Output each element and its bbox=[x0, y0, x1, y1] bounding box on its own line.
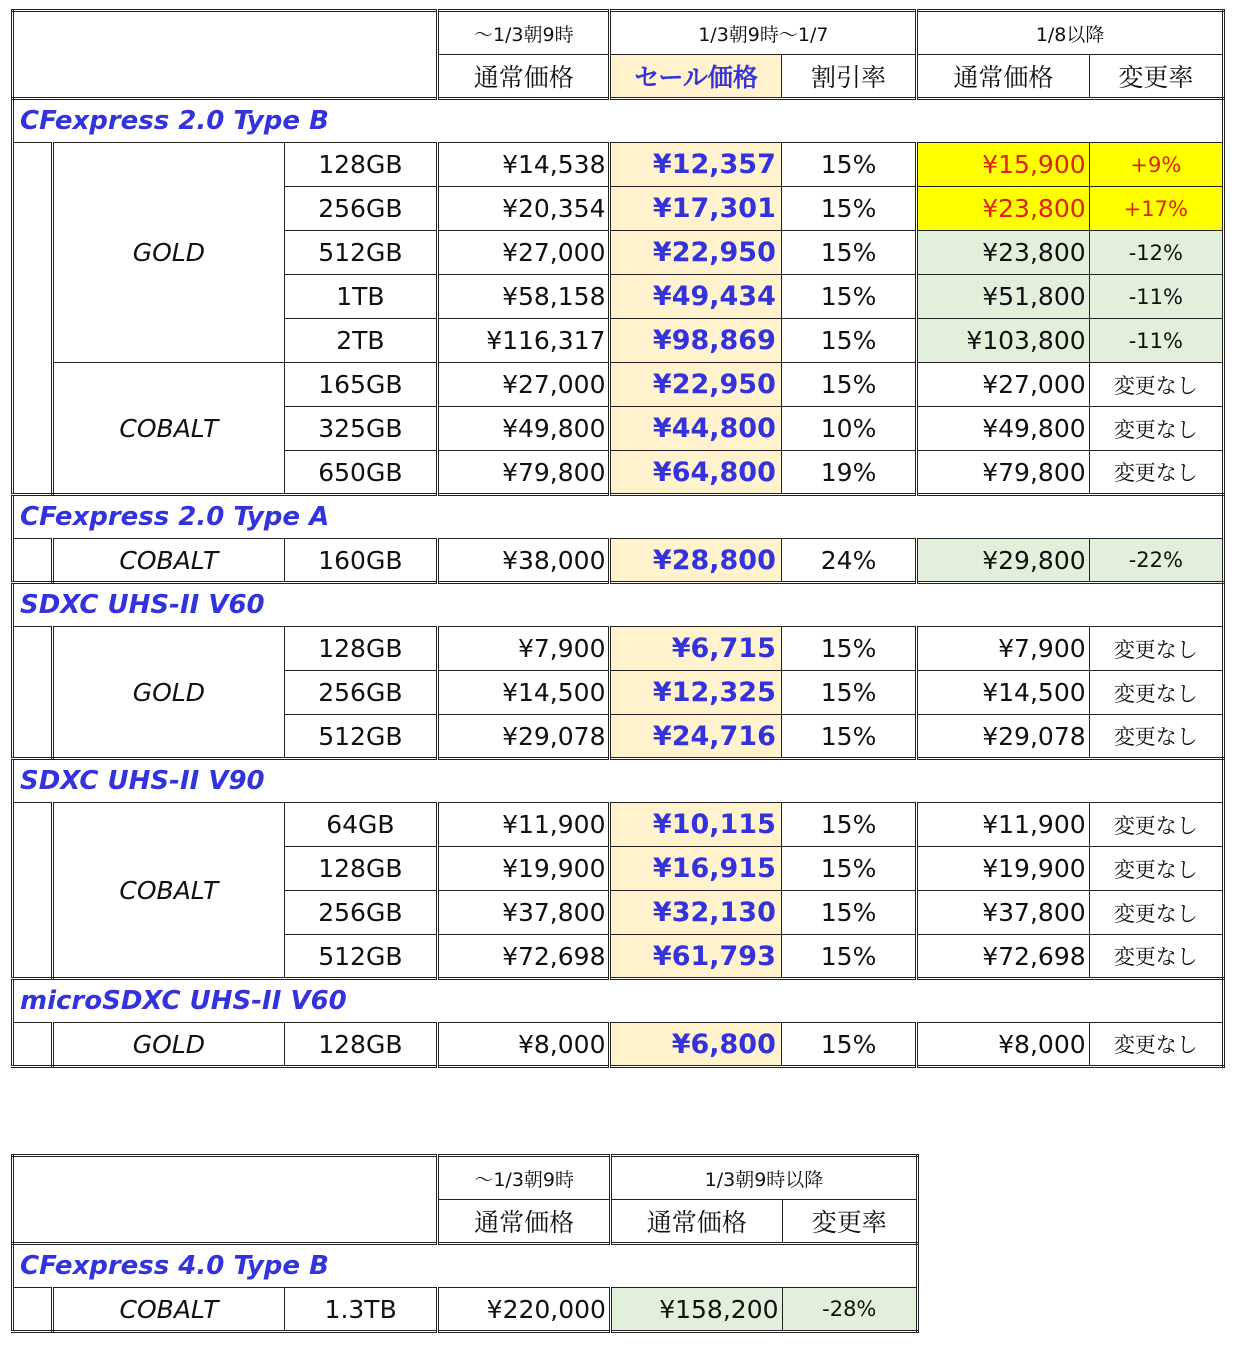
section-indent bbox=[13, 627, 53, 759]
new-normal-price: ¥49,800 bbox=[917, 407, 1089, 451]
discount-rate: 15% bbox=[781, 935, 916, 979]
normal-price: ¥27,000 bbox=[438, 363, 610, 407]
header-new-normal-price: 通常価格 bbox=[610, 1200, 782, 1244]
section-title: SDXC UHS-II V90 bbox=[13, 759, 1224, 803]
series-name: GOLD bbox=[53, 1023, 285, 1067]
discount-rate: 15% bbox=[781, 891, 916, 935]
discount-rate: 15% bbox=[781, 803, 916, 847]
new-normal-price: ¥15,900 bbox=[917, 143, 1089, 187]
change-rate: 変更なし bbox=[1089, 363, 1223, 407]
sale-price: ¥98,869 bbox=[610, 319, 781, 363]
change-rate: +17% bbox=[1089, 187, 1223, 231]
header-period-before: ～1/3朝9時 bbox=[438, 11, 610, 55]
header-period-after: 1/8以降 bbox=[917, 11, 1224, 55]
section-title: CFexpress 4.0 Type B bbox=[13, 1244, 918, 1288]
section-header-row bbox=[13, 1244, 918, 1288]
series-name: COBALT bbox=[53, 363, 285, 495]
capacity: 160GB bbox=[284, 539, 437, 583]
new-normal-price: ¥103,800 bbox=[917, 319, 1089, 363]
change-rate: 変更なし bbox=[1089, 715, 1223, 759]
capacity: 256GB bbox=[284, 671, 437, 715]
change-rate: 変更なし bbox=[1089, 451, 1223, 495]
capacity: 650GB bbox=[284, 451, 437, 495]
new-normal-price: ¥72,698 bbox=[917, 935, 1089, 979]
capacity: 1.3TB bbox=[284, 1288, 438, 1332]
sale-price: ¥6,715 bbox=[610, 627, 781, 671]
header-period-after: 1/3朝9時以降 bbox=[610, 1156, 917, 1200]
new-normal-price: ¥27,000 bbox=[917, 363, 1089, 407]
normal-price: ¥8,000 bbox=[438, 1023, 610, 1067]
capacity: 64GB bbox=[284, 803, 437, 847]
section-title: CFexpress 2.0 Type B bbox=[13, 99, 1224, 143]
sale-price: ¥12,357 bbox=[610, 143, 781, 187]
capacity: 512GB bbox=[284, 231, 437, 275]
discount-rate: 15% bbox=[781, 1023, 916, 1067]
new-normal-price: ¥29,800 bbox=[917, 539, 1089, 583]
header-normal-price: 通常価格 bbox=[438, 1200, 611, 1244]
discount-rate: 15% bbox=[781, 143, 916, 187]
capacity: 128GB bbox=[284, 627, 437, 671]
normal-price: ¥49,800 bbox=[438, 407, 610, 451]
section-title: microSDXC UHS-II V60 bbox=[13, 979, 1224, 1023]
discount-rate: 10% bbox=[781, 407, 916, 451]
series-name: COBALT bbox=[53, 539, 285, 583]
normal-price: ¥14,538 bbox=[438, 143, 610, 187]
discount-rate: 24% bbox=[781, 539, 916, 583]
change-rate: 変更なし bbox=[1089, 671, 1223, 715]
change-rate: -28% bbox=[782, 1288, 917, 1332]
sale-price: ¥12,325 bbox=[610, 671, 781, 715]
normal-price: ¥220,000 bbox=[438, 1288, 611, 1332]
capacity: 256GB bbox=[284, 891, 437, 935]
discount-rate: 15% bbox=[781, 627, 916, 671]
new-normal-price: ¥29,078 bbox=[917, 715, 1089, 759]
change-rate: +9% bbox=[1089, 143, 1223, 187]
section-indent bbox=[13, 1023, 53, 1067]
sale-price: ¥16,915 bbox=[610, 847, 781, 891]
header-sale-price: セール価格 bbox=[610, 55, 781, 99]
change-rate: 変更なし bbox=[1089, 847, 1223, 891]
normal-price: ¥116,317 bbox=[438, 319, 610, 363]
capacity: 256GB bbox=[284, 187, 437, 231]
discount-rate: 15% bbox=[781, 319, 916, 363]
sale-price: ¥64,800 bbox=[610, 451, 781, 495]
series-name: COBALT bbox=[53, 1288, 285, 1332]
header-normal-price: 通常価格 bbox=[438, 55, 610, 99]
normal-price: ¥37,800 bbox=[438, 891, 610, 935]
header-change-rate: 変更率 bbox=[1089, 55, 1223, 99]
change-rate: 変更なし bbox=[1089, 627, 1223, 671]
discount-rate: 15% bbox=[781, 363, 916, 407]
sale-price: ¥44,800 bbox=[610, 407, 781, 451]
new-normal-price: ¥23,800 bbox=[917, 187, 1089, 231]
discount-rate: 19% bbox=[781, 451, 916, 495]
normal-price: ¥38,000 bbox=[438, 539, 610, 583]
normal-price: ¥72,698 bbox=[438, 935, 610, 979]
discount-rate: 15% bbox=[781, 187, 916, 231]
table-row bbox=[13, 627, 1224, 671]
table-row bbox=[13, 143, 1224, 187]
normal-price: ¥14,500 bbox=[438, 671, 610, 715]
header-period-sale: 1/3朝9時～1/7 bbox=[610, 11, 917, 55]
normal-price: ¥27,000 bbox=[438, 231, 610, 275]
capacity: 2TB bbox=[284, 319, 437, 363]
sale-price: ¥28,800 bbox=[610, 539, 781, 583]
header-period-before: ～1/3朝9時 bbox=[438, 1156, 611, 1200]
normal-price: ¥7,900 bbox=[438, 627, 610, 671]
sale-price: ¥22,950 bbox=[610, 231, 781, 275]
discount-rate: 15% bbox=[781, 231, 916, 275]
normal-price: ¥58,158 bbox=[438, 275, 610, 319]
section-indent bbox=[13, 803, 53, 979]
section-header-row bbox=[13, 583, 1224, 627]
change-rate: 変更なし bbox=[1089, 803, 1223, 847]
discount-rate: 15% bbox=[781, 847, 916, 891]
section-indent bbox=[13, 539, 53, 583]
capacity: 128GB bbox=[284, 847, 437, 891]
price-table-main bbox=[11, 9, 1225, 1068]
sale-price: ¥10,115 bbox=[610, 803, 781, 847]
change-rate: -11% bbox=[1089, 275, 1223, 319]
section-header-row bbox=[13, 759, 1224, 803]
new-normal-price: ¥158,200 bbox=[610, 1288, 782, 1332]
new-normal-price: ¥7,900 bbox=[917, 627, 1089, 671]
section-title: SDXC UHS-II V60 bbox=[13, 583, 1224, 627]
section-header-row bbox=[13, 495, 1224, 539]
new-normal-price: ¥11,900 bbox=[917, 803, 1089, 847]
new-normal-price: ¥79,800 bbox=[917, 451, 1089, 495]
table-row bbox=[13, 363, 1224, 407]
change-rate: -11% bbox=[1089, 319, 1223, 363]
table-row bbox=[13, 1288, 918, 1332]
change-rate: 変更なし bbox=[1089, 935, 1223, 979]
sale-price: ¥6,800 bbox=[610, 1023, 781, 1067]
series-name: COBALT bbox=[53, 803, 285, 979]
sale-price: ¥17,301 bbox=[610, 187, 781, 231]
capacity: 512GB bbox=[284, 935, 437, 979]
new-normal-price: ¥51,800 bbox=[917, 275, 1089, 319]
table-row bbox=[13, 539, 1224, 583]
new-normal-price: ¥37,800 bbox=[917, 891, 1089, 935]
new-normal-price: ¥19,900 bbox=[917, 847, 1089, 891]
normal-price: ¥11,900 bbox=[438, 803, 610, 847]
sale-price: ¥22,950 bbox=[610, 363, 781, 407]
header-discount: 割引率 bbox=[781, 55, 916, 99]
discount-rate: 15% bbox=[781, 275, 916, 319]
change-rate: 変更なし bbox=[1089, 891, 1223, 935]
discount-rate: 15% bbox=[781, 715, 916, 759]
normal-price: ¥79,800 bbox=[438, 451, 610, 495]
change-rate: -12% bbox=[1089, 231, 1223, 275]
normal-price: ¥19,900 bbox=[438, 847, 610, 891]
discount-rate: 15% bbox=[781, 671, 916, 715]
section-header-row bbox=[13, 99, 1224, 143]
sale-price: ¥24,716 bbox=[610, 715, 781, 759]
sale-price: ¥32,130 bbox=[610, 891, 781, 935]
new-normal-price: ¥14,500 bbox=[917, 671, 1089, 715]
header-blank bbox=[13, 11, 438, 99]
capacity: 512GB bbox=[284, 715, 437, 759]
header-new-normal-price: 通常価格 bbox=[917, 55, 1089, 99]
change-rate: 変更なし bbox=[1089, 1023, 1223, 1067]
capacity: 325GB bbox=[284, 407, 437, 451]
new-normal-price: ¥23,800 bbox=[917, 231, 1089, 275]
series-name: GOLD bbox=[53, 627, 285, 759]
normal-price: ¥29,078 bbox=[438, 715, 610, 759]
section-header-row bbox=[13, 979, 1224, 1023]
change-rate: -22% bbox=[1089, 539, 1223, 583]
capacity: 128GB bbox=[284, 1023, 437, 1067]
change-rate: 変更なし bbox=[1089, 407, 1223, 451]
section-indent bbox=[13, 1288, 53, 1332]
series-name: GOLD bbox=[53, 143, 285, 363]
section-title: CFexpress 2.0 Type A bbox=[13, 495, 1224, 539]
sale-price: ¥49,434 bbox=[610, 275, 781, 319]
header-blank bbox=[13, 1156, 438, 1244]
section-indent bbox=[13, 143, 53, 495]
capacity: 1TB bbox=[284, 275, 437, 319]
table-row bbox=[13, 1023, 1224, 1067]
normal-price: ¥20,354 bbox=[438, 187, 610, 231]
new-normal-price: ¥8,000 bbox=[917, 1023, 1089, 1067]
table-row bbox=[13, 803, 1224, 847]
price-table-cfexpress4 bbox=[11, 1154, 919, 1333]
header-change-rate: 変更率 bbox=[782, 1200, 917, 1244]
sale-price: ¥61,793 bbox=[610, 935, 781, 979]
capacity: 128GB bbox=[284, 143, 437, 187]
capacity: 165GB bbox=[284, 363, 437, 407]
